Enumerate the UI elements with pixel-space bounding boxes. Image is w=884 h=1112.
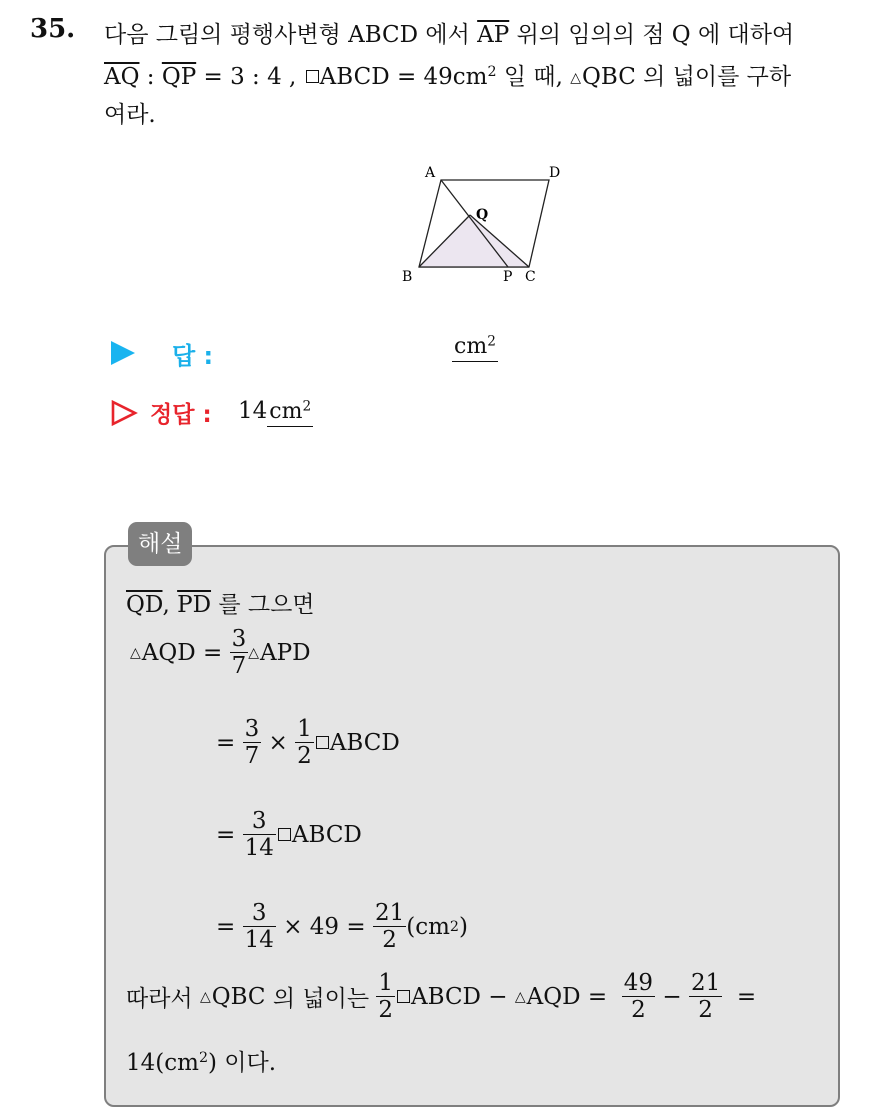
correct-arrow-icon <box>110 400 138 426</box>
fraction: $\frac{3}{14}$ <box>244 900 274 954</box>
label-q: Q <box>476 207 489 223</box>
fraction: $\frac{1}{2}$ <box>378 970 393 1024</box>
answer-arrow-icon <box>111 341 135 365</box>
solution-last: $14(cm^2)$ 이다. <box>126 1050 277 1076</box>
label-d: D <box>549 165 561 181</box>
triangle-symbol: △ <box>570 70 582 86</box>
segment-ap: $\overline{AP}$ <box>477 22 510 48</box>
answer-label: 답 : <box>172 342 214 370</box>
fraction: $\frac{3}{7}$ <box>244 716 260 770</box>
label-a: A <box>425 165 436 181</box>
label-c: C <box>525 269 536 285</box>
correct-label: 정답 : <box>150 402 212 428</box>
question-number: 35. <box>30 14 76 44</box>
answer-blank[interactable] <box>452 334 498 359</box>
separator: , <box>162 592 170 618</box>
correct-value: 14 <box>238 398 268 424</box>
eq-rhs: APD <box>260 639 311 666</box>
solution-text: 를 그으면 <box>218 592 315 618</box>
question-line-3: 여라. <box>104 102 156 128</box>
solution-eq-3: = $\frac{3}{14}$ ABCD <box>216 808 362 862</box>
solution-tag: 해설 <box>128 522 192 566</box>
ratio-value: = 3 : 4 , <box>203 64 297 90</box>
fraction: $\frac{1}{2}$ <box>297 716 312 770</box>
solution-final: 따라서 △ QBC 의 넓이는 $\frac{1}{2}$ ABCD − △ AQD = $\frac{49}{2}$ − $\frac{21}{2}$ = <box>126 970 757 1024</box>
correct-unit: $cm^2$ <box>267 399 313 427</box>
question-text: 일 때, <box>503 64 563 90</box>
area-given: ABCD = 49cm <box>319 64 488 90</box>
label-b: B <box>402 269 413 285</box>
correct-answer <box>238 398 313 424</box>
segment-aq: $\overline{AQ}$ <box>104 64 140 90</box>
segment-pd: $\overline{PD}$ <box>177 592 212 618</box>
ratio-colon: : <box>146 64 155 90</box>
solution-eq-2: = $\frac{3}{7}$ × $\frac{1}{2}$ ABCD <box>216 716 400 770</box>
eq-rhs: ABCD <box>291 821 362 848</box>
parallelogram-symbol <box>306 70 319 83</box>
solution-eq-1: △ AQD = $\frac{3}{7}$ △ APD <box>130 626 311 680</box>
solution-eq-4: = $\frac{3}{14}$ × 49 = $\frac{21}{2}$ (cm 2 ) <box>216 900 468 954</box>
question-line-1 <box>104 16 794 49</box>
answer-unit: $cm^2$ <box>452 334 498 362</box>
question-text: 위의 임의의 점 Q 에 대하여 <box>516 22 795 48</box>
question-line-2 <box>104 58 791 91</box>
eq-rhs: ABCD <box>329 729 400 756</box>
fraction: $\frac{3}{14}$ <box>244 808 274 862</box>
solution-line-1 <box>126 586 315 619</box>
exponent: 2 <box>487 64 497 81</box>
fraction: $\frac{49}{2}$ <box>623 970 654 1024</box>
triangle-qbc: QBC <box>582 64 636 90</box>
segment-qd: $\overline{QD}$ <box>126 592 163 618</box>
fraction: $\frac{3}{7}$ <box>231 626 247 680</box>
label-p: P <box>503 269 513 285</box>
segment-qp: $\overline{QP}$ <box>161 64 197 90</box>
fraction: $\frac{21}{2}$ <box>374 900 405 954</box>
parallelogram-figure <box>396 160 576 288</box>
fraction: $\frac{21}{2}$ <box>690 970 721 1024</box>
question-text: 의 넓이를 구하 <box>643 64 792 90</box>
question-text: 다음 그림의 평행사변형 ABCD 에서 <box>104 22 470 48</box>
eq-lhs: AQD = <box>141 639 223 666</box>
solution-text: 따라서 <box>126 986 193 1013</box>
